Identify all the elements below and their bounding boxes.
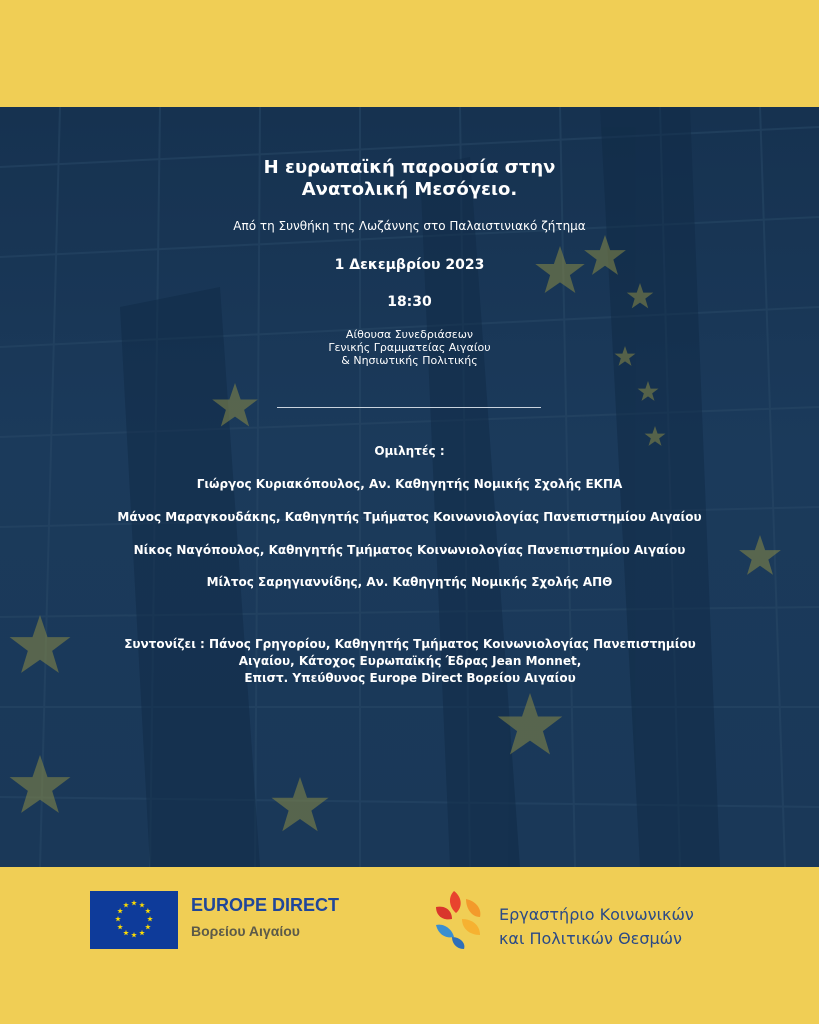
event-details [0,107,819,867]
moderator-line-2: Αιγαίου, Κάτοχος Ευρωπαϊκής Έδρας Jean Monnet, [238,654,582,668]
event-venue [0,328,819,367]
lab-name [499,903,694,951]
moderator-line-3: Επιστ. Υπεύθυνος Europe Direct Βορείου Αιγαίου [244,671,576,685]
moderator-info [70,636,750,687]
top-yellow-band [0,0,819,107]
event-hero [0,107,819,867]
speaker-item: Νίκος Ναγόπουλος, Καθηγητής Τμήματος Κοινωνιολογίας Πανεπιστημίου Αιγαίου [133,543,686,557]
speaker-item: Μίλτος Σαρηγιαννίδης, Αν. Καθηγητής Νομικής Σχολής ΑΠΘ [206,575,613,589]
event-title-line-2: Ανατολική Μεσόγειο. [301,179,518,200]
section-divider [277,407,541,408]
venue-line-1: Αίθουσα Συνεδριάσεων [345,328,474,341]
europe-direct-title: EUROPE DIRECT [191,895,340,915]
event-title-line-1: Η ευρωπαϊκή παρουσία στην [263,157,556,178]
europe-direct-subtitle: Βορείου Αιγαίου [191,923,300,939]
moderator-line-1: Συντονίζει : Πάνος Γρηγορίου, Καθηγητής Τμήματος Κοινωνιολογίας Πανεπιστημίου [124,637,696,651]
eu-flag-icon [90,891,178,949]
event-time: 18:30 [387,294,432,310]
event-date: 1 Δεκεμβρίου 2023 [334,257,485,273]
footer-logos [0,867,819,1024]
lab-name-line-1: Εργαστήριο Κοινωνικών [499,905,694,924]
venue-line-2: Γενικής Γραμματείας Αιγαίου [328,341,491,354]
lab-logo-icon [432,889,488,951]
speaker-item: Γιώργος Κυριακόπουλος, Αν. Καθηγητής Νομικής Σχολής ΕΚΠΑ [196,477,623,491]
event-subtitle: Από τη Συνθήκη της Λωζάννης στο Παλαιστινιακό ζήτημα [233,219,586,233]
speaker-item: Μάνος Μαραγκουδάκης, Καθηγητής Τμήματος Κοινωνιολογίας Πανεπιστημίου Αιγαίου [117,510,702,524]
event-title [0,157,819,201]
speakers-heading: Ομιλητές : [374,444,445,458]
lab-name-line-2: και Πολιτικών Θεσμών [499,929,682,948]
venue-line-3: & Νησιωτικής Πολιτικής [341,354,478,367]
